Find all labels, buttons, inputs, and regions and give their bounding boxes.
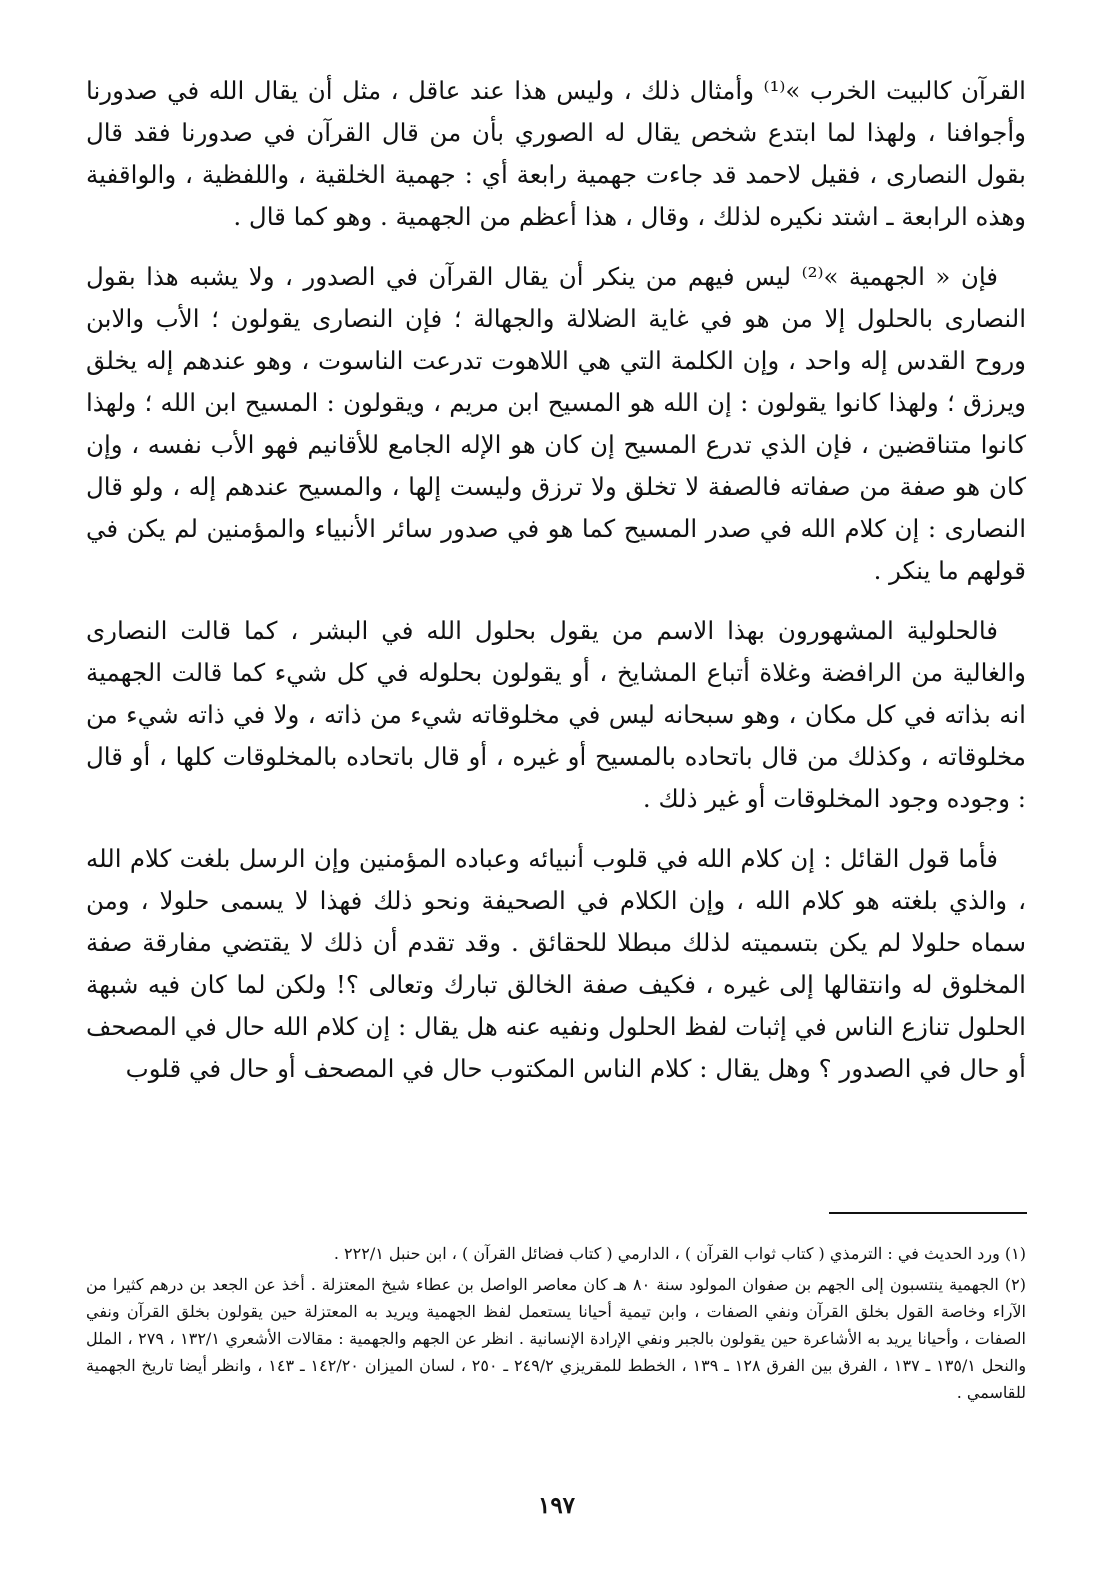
main-text <box>86 70 1026 1090</box>
page-number: ١٩٧ <box>537 1492 576 1519</box>
footnote-divider <box>829 1212 1027 1214</box>
footnote-1: (١) ورد الحديث في : الترمذي ( كتاب ثواب القرآن ) ، الدارمي ( كتاب فضائل القرآن ) ، ابن حنبل ٢٢٢/١ . <box>333 1244 1026 1263</box>
paragraph-1: القرآن كالبيت الخرب »⁽¹⁾ وأمثال ذلك ، وليس هذا عند عاقل ، مثل أن يقال الله في صدورنا وأجوافنا ، ولهذا لما ابتدع شخص يقال له الصوري بأن من قال القرآن في صدورنا فقد قال بقول النصارى ، فقيل لاحمد قد جاءت جهمية رابعة أي : جهمية الخلقية ، واللفظية ، والواقفية وهذه الرابعة ـ اشتد نكيره لذلك ، وقال ، هذا أعظم من الجهمية . وهو كما قال . <box>86 76 1026 231</box>
footnote-2: (٢) الجهمية ينتسبون إلى الجهم بن صفوان المولود سنة ٨٠ هـ كان معاصر الواصل بن عطاء شيخ المعتزلة . أخذ عن الجعد بن درهم كثيرا من الآراء وخاصة القول بخلق القرآن ونفي الصفات ، وابن تيمية أحيانا يستعمل لفظ الجهمية ويريد به المعتزلة حين يقولون بخلق القرآن ونفي الصفات ، وأحيانا يريد به الأشاعرة حين يقولون بالجبر ونفي الإرادة الإنسانية . انظر عن الجهم والجهمية : مقالات الأشعري ١٣٢/١ ، ٢٧٩ ، الملل والنحل ١٣٥/١ ـ ١٣٧ ، الفرق بين الفرق ١٢٨ ـ ١٣٩ ، الخطط للمقريزي ٢٤٩/٢ ـ ٢٥٠ ، لسان الميزان ١٤٢/٢٠ ـ ١٤٣ ، وانظر أيضا تاريخ الجهمية للقاسمي . <box>86 1275 1027 1402</box>
paragraph-4: فأما قول القائل : إن كلام الله في قلوب أنبيائه وعباده المؤمنين وإن الرسل بلغت كلام الله ، والذي بلغته هو كلام الله ، وإن الكلام في الصحيفة ونحو ذلك فهذا لا يسمى حلولا ، ومن سماه حلولا لم يكن بتسميته لذلك مبطلا للحقائق . وقد تقدم أن ذلك لا يقتضي مفارقة صفة المخلوق له وانتقالها إلى غيره ، فكيف صفة الخالق تبارك وتعالى ؟! ولكن لما كان فيه شبهة الحلول تنازع الناس في إثبات لفظ الحلول ونفيه عنه هل يقال : إن كلام الله حال في المصحف أو حال في الصدور ؟ وهل يقال : كلام الناس المكتوب حال في المصحف أو حال في قلوب <box>86 844 1026 1083</box>
paragraph-2: فإن « الجهمية »⁽²⁾ ليس فيهم من ينكر أن يقال القرآن في الصدور ، ولا يشبه هذا بقول النصارى بالحلول إلا من هو في غاية الضلالة والجهالة ؛ فإن النصارى يقولون ؛ الأب والابن وروح القدس إله واحد ، وإن الكلمة التي هي اللاهوت تدرعت الناسوت ، وهو عندهم إله يخلق ويرزق ؛ ولهذا كانوا يقولون : إن الله هو المسيح ابن مريم ، ويقولون : المسيح ابن الله ؛ ولهذا كانوا متناقضين ، فإن الذي تدرع المسيح إن كان هو الإله الجامع للأقانيم فهو الأب نفسه ، وإن كان هو صفة من صفاته فالصفة لا تخلق ولا ترزق وليست إلها ، والمسيح عندهم إله ، ولو قال النصارى : إن كلام الله في صدر المسيح كما هو في صدور سائر الأنبياء والمؤمنين لم يكن في قولهم ما ينكر . <box>86 262 1026 585</box>
footnotes <box>86 1240 1026 1406</box>
paragraph-3: فالحلولية المشهورون بهذا الاسم من يقول بحلول الله في البشر ، كما قالت النصارى والغالية من الرافضة وغلاة أتباع المشايخ ، أو يقولون بحلوله في كل شيء كما قالت الجهمية انه بذاته في كل مكان ، وهو سبحانه ليس في مخلوقاته شيء من ذاته ، ولا في ذاته شيء من مخلوقاته ، وكذلك من قال باتحاده بالمسيح أو غيره ، أو قال باتحاده بالمخلوقات كلها ، أو قال : وجوده وجود المخلوقات أو غير ذلك . <box>86 616 1026 813</box>
